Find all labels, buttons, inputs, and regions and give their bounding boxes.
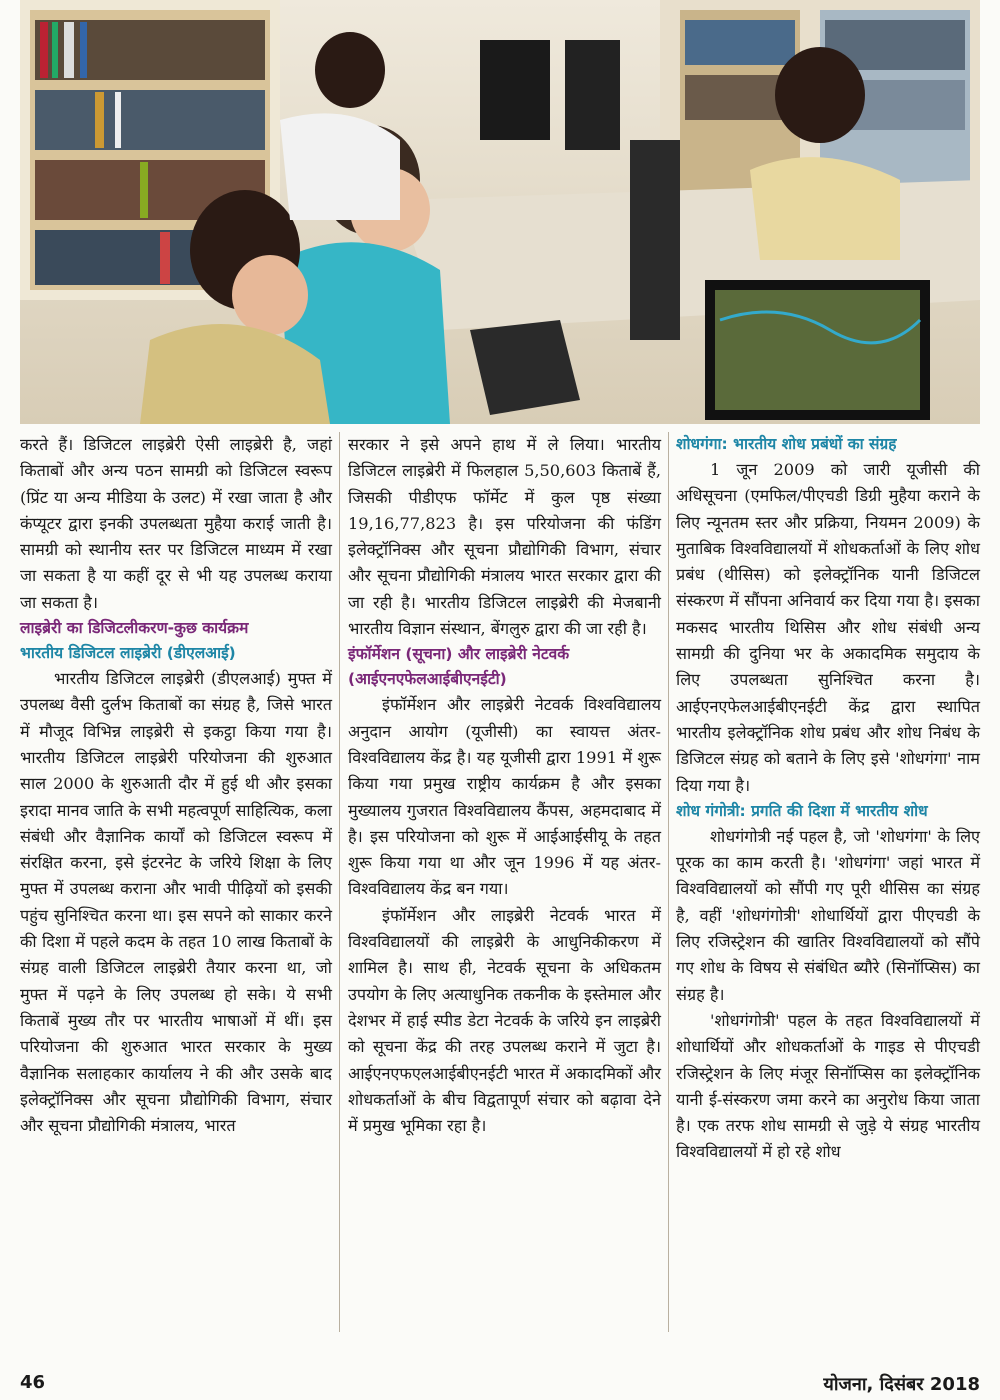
paragraph: करते हैं। डिजिटल लाइब्रेरी ऐसी लाइब्रेरी है, जहां किताबों और अन्य पठन सामग्री को डिजिटल स्वरूप (प्रिंट या अन्य मीडिया के उलट) में रखा जाता है और कंप्यूटर द्वारा इनकी उपलब्धता मुहैया कराई जाती है। सामग्री को स्थानीय स्तर पर डिजिटल माध्यम में रखा जा सकता है या कहीं दूर से भी यह उपलब्ध कराया जा सकता है।	[20, 435, 332, 612]
library-computer-lab-photo	[20, 0, 980, 424]
paragraph: 'शोधगंगोत्री' पहल के तहत विश्वविद्यालयों में शोधार्थियों और शोधकर्ताओं के गाइड से पीएचडी रजिस्ट्रेशन के लिए मंजूर सिनॉप्सिस का इलेक्ट्रॉनिक यानी ई-संस्करण जमा करने का अनुरोध किया जाता है। एक तरफ शोध सामग्री से जुड़े ये संग्रह भारतीय विश्वविद्यालयों में हो रहे शोध	[676, 1010, 980, 1162]
section-heading: इंफॉर्मेशन (सूचना) और लाइब्रेरी नेटवर्क (आईएनएफेलआईबीएनईटी)	[348, 645, 570, 689]
column-divider	[668, 432, 669, 1332]
section-heading: लाइब्रेरी का डिजिटलीकरण-कुछ कार्यक्रम	[20, 619, 249, 638]
column-2	[348, 432, 661, 1337]
column-divider	[339, 432, 340, 1332]
section-heading: शोधगंगा: भारतीय शोध प्रबंधों का संग्रह	[676, 435, 897, 453]
journal-footer: योजना, दिसंबर 2018	[823, 1374, 980, 1395]
section-heading: भारतीय डिजिटल लाइब्रेरी (डीएलआई)	[20, 644, 236, 663]
section-heading: शोध गंगोत्री: प्रगति की दिशा में भारतीय शोध	[676, 801, 928, 820]
paragraph: इंफॉर्मेशन और लाइब्रेरी नेटवर्क भारत में विश्वविद्यालयों की लाइब्रेरी के आधुनिकीकरण में शामिल है। साथ ही, नेटवर्क सूचना के अधिकतम उपयोग के लिए अत्याधुनिक तकनीक के इस्तेमाल और देशभर में हाई स्पीड डेटा नेटवर्क के जरिये इन लाइब्रेरी को सूचना केंद्र की तरह उपलब्ध कराने में जुटा है। आईएनएफएलआईबीएनईटी भारत में अकादमिकों और शोधकर्ताओं के बीच विद्वतापूर्ण संचार को बढ़ावा देने में प्रमुख भूमिका रहा है।	[348, 905, 661, 1136]
paragraph: 1 जून 2009 को जारी यूजीसी की अधिसूचना (एमफिल/पीएचडी डिग्री मुहैया कराने के लिए न्यूनतम स्तर और प्रक्रिया, नियमन 2009) के मुताबिक विश्वविद्यालयों में शोधकर्ताओं के लिए शोध प्रबंध (थीसिस) को इलेक्ट्रॉनिक यानी डिजिटल संस्करण में सौंपना अनिवार्य कर दिया गया है। इसका मकसद भारतीय थिसिस और शोध संबंधी अन्य सामग्री की दुनिया भर के अकादमिक समुदाय के लिए उपलब्धता सुनिश्चित करना है। आईएनएफेलआईबीएनईटी केंद्र द्वारा स्थापित भारतीय इलेक्ट्रॉनिक शोध प्रबंध और शोध निबंध के डिजिटल संग्रह को बताने के लिए इसे 'शोधगंगा' नाम दिया गया है।	[676, 460, 980, 795]
column-1	[20, 432, 332, 1337]
paragraph: शोधगंगोत्री नई पहल है, जो 'शोधगंगा' के लिए पूरक का काम करती है। 'शोधगंगा' जहां भारत में विश्वविद्यालयों को सौंपी गए पूरी थीसिस का संग्रह है, वहीं 'शोधगंगोत्री' शोधार्थियों द्वारा पीएचडी के लिए रजिस्ट्रेशन की खातिर विश्वविद्यालयों को सौंपे गए शोध के विषय से संबंधित ब्यौरे (सिनॉप्सिस) का संग्रह है।	[676, 826, 980, 1004]
paragraph: सरकार ने इसे अपने हाथ में ले लिया। भारतीय डिजिटल लाइब्रेरी में फिलहाल 5,50,603 किताबें हैं, जिसकी पीडीएफ फॉर्मेट में कुल पृष्ठ संख्या 19,16,77,823 है। इस परियोजना की फंडिंग इलेक्ट्रॉनिक्स और सूचना प्रौद्योगिकी विभाग, संचार और सूचना प्रौद्योगिकी मंत्रालय भारत सरकार द्वारा की जा रही है। भारतीय डिजिटल लाइब्रेरी की मेजबानी भारतीय विज्ञान संस्थान, बेंगलुरु द्वारा की जा रही है।	[348, 435, 661, 639]
paragraph: इंफॉर्मेशन और लाइब्रेरी नेटवर्क विश्वविद्यालय अनुदान आयोग (यूजीसी) का स्वायत्त अंतर-विश्वविद्यालय केंद्र है। यह यूजीसी द्वारा 1991 में शुरू किया गया प्रमुख राष्ट्रीय कार्यक्रम है और इसका मुख्यालय गुजरात विश्वविद्यालय कैंपस, अहमदाबाद में है। इस परियोजना को शुरू में आईआईसीयू के तहत शुरू किया गया था और जून 1996 में यह अंतर-विश्वविद्यालय केंद्र बन गया।	[348, 695, 661, 899]
page-number: 46	[20, 1372, 46, 1393]
paragraph: भारतीय डिजिटल लाइब्रेरी (डीएलआई) मुफ्त में उपलब्ध वैसी दुर्लभ किताबों का संग्रह है, जिसे भारत में मौजूद विभिन्न लाइब्रेरी से इकट्ठा किया गया है। भारतीय डिजिटल लाइब्रेरी परियोजना की शुरुआत साल 2000 के शुरुआती दौर में हुई थी और इसका इरादा मानव जाति के सभी महत्वपूर्ण साहित्यिक, कला संबंधी और वैज्ञानिक कार्यों को डिजिटल स्वरूप में संरक्षित करना, इसे इंटरनेट के जरिये शिक्षा के लिए मुफ्त में उपलब्ध कराना और भावी पीढ़ियों को इसकी पहुंच सुनिश्चित करना था। इस सपने को साकार करने की दिशा में पहले कदम के तहत 10 लाख किताबों के संग्रह वाली डिजिटल लाइब्रेरी तैयार करना था, जो मुफ्त में पढ़ने के लिए उपलब्ध हो सके। ये सभी किताबें मुख्य तौर पर भारतीय भाषाओं में थीं। इस परियोजना की शुरुआत भारत सरकार के मुख्य वैज्ञानिक सलाहकार कार्यालय ने की और उसके बाद इलेक्ट्रॉनिक्स और सूचना प्रौद्योगिकी विभाग, संचार और सूचना प्रौद्योगिकी मंत्रालय, भारत	[20, 669, 332, 1136]
article-body	[20, 432, 980, 1342]
library-photo	[20, 0, 980, 424]
column-3	[676, 432, 980, 1337]
